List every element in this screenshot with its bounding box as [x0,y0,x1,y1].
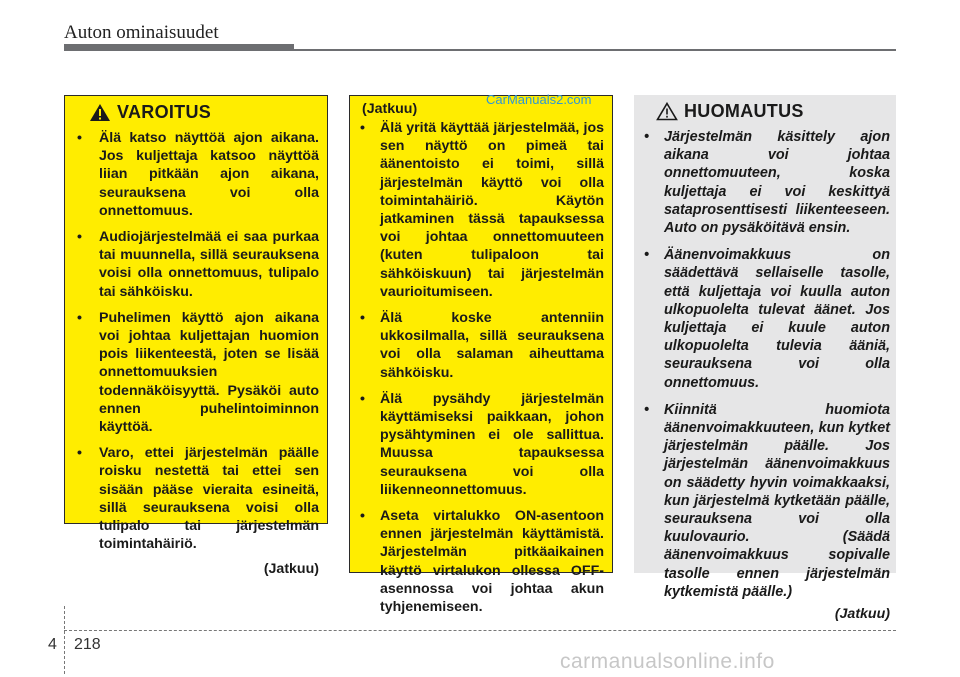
continued-label: (Jatkuu) [362,101,418,117]
list-item: • Puhelimen käyttö ajon aikana voi johtaa kuljettajan huomion pois liikenteestä, joten se lisää onnettomuuksien todennäköisyyttä. Pysäköi auto ennen puhelintoiminnon käyttöä. [77,309,319,436]
warning-title [89,102,319,123]
notice-box [634,95,896,623]
watermark-link[interactable]: CarManuals2.com [486,92,592,107]
footer-divider [64,606,65,674]
list-item: • Älä katso näyttöä ajon aikana. Jos kuljettaja katsoo näyttöä liian pitkään ajon aikana, seurauksena voi olla onnettomuus. [77,130,319,219]
list-item: • Varo, ettei järjestelmän päälle roisku nestettä tai ettei sen sisään pääse vieraita esineitä, sillä seurauksena voisi olla tulipalo tai järjestelmän toimintahäiriö. [77,445,319,553]
page-number: 218 [74,636,101,653]
notice-title-text: HUOMAUTUS [684,101,804,121]
chapter-title: Auton ominaisuudet [64,22,219,43]
continued-list [358,119,604,616]
notice-list [642,128,890,601]
warning-box [64,95,328,578]
list-item: • Aseta virtalukko ON-asentoon ennen järjestelmän käyttämistä. Järjestelmän pitkäaikainen käyttö virtalukon ollessa OFF-asennossa voi johtaa akun tyhjenemiseen. [360,508,604,616]
list-item: • Audiojärjestelmää ei saa purkaa tai muunnella, sillä seurauksena voisi olla onnettomuus, tulipalo tai sähköisku. [77,229,319,300]
caution-triangle-icon [656,102,678,121]
header-rule-thin [294,49,896,51]
watermark-link[interactable]: carmanualsonline.info [560,650,775,673]
notice-title [656,101,890,122]
list-item: • Älä pysähdy järjestelmän käyttämiseksi paikkaan, johon pysähtyminen ei ole sallittua. Muussa tapauksessa seurauksena voi olla liikenneonnettomuus. [360,390,604,498]
warning-triangle-icon [89,103,111,122]
warning-list [75,129,319,553]
list-item: • Älä koske antenniin ukkosilmalla, sillä seurauksena voi olla salaman aiheuttama sähköisku. [360,310,604,381]
list-item: • Äänenvoimakkuus on säädettävä sellaiselle tasolle, että kuljettaja voi kuulla auton ulkopuolelta tulevat äänet. Jos kuljettaja ei kuule auton ulkopuolelta tulevia ääniä, seurauksena voi olla onnettomuus. [644,247,890,391]
header-rule [64,44,294,51]
continued-label: (Jatkuu) [263,561,319,578]
continued-label: (Jatkuu) [834,606,890,623]
list-item: • Älä yritä käyttää järjestelmää, jos sen näyttö on pimeä tai äänentoisto ei toimi, sillä järjestelmän käyttö voi olla toimintahäiriö. Käytön jatkaminen tässä tapauksessa voi johtaa onnettomuuteen (kuten tulipaloon tai sähköiskuun) tai järjestelmän vaurioitumiseen. [360,120,604,300]
list-item: • Kiinnitä huomiota äänenvoimakkuuteen, kun kytket järjestelmän päälle. Jos järjestelmän äänenvoimakkuus on säädetty hyvin voimakkaaksi, kun järjestelmä kytketään päälle, seurauksena voi olla kuulovaurio. (Säädä äänenvoimakkuus sopivalle tasolle ennen järjestelmän kytkemistä päälle.) [644,401,890,600]
warning-title-text: VAROITUS [117,102,212,122]
footer-rule [64,630,896,631]
list-item: • Järjestelmän käsittely ajon aikana voi johtaa onnettomuuteen, koska kuljettaja ei voi keskittyä sataprosenttisesti liikenteeseen. Auto on pysäköitävä ensin. [644,129,890,237]
continued-box [349,95,613,616]
chapter-number: 4 [48,636,57,653]
